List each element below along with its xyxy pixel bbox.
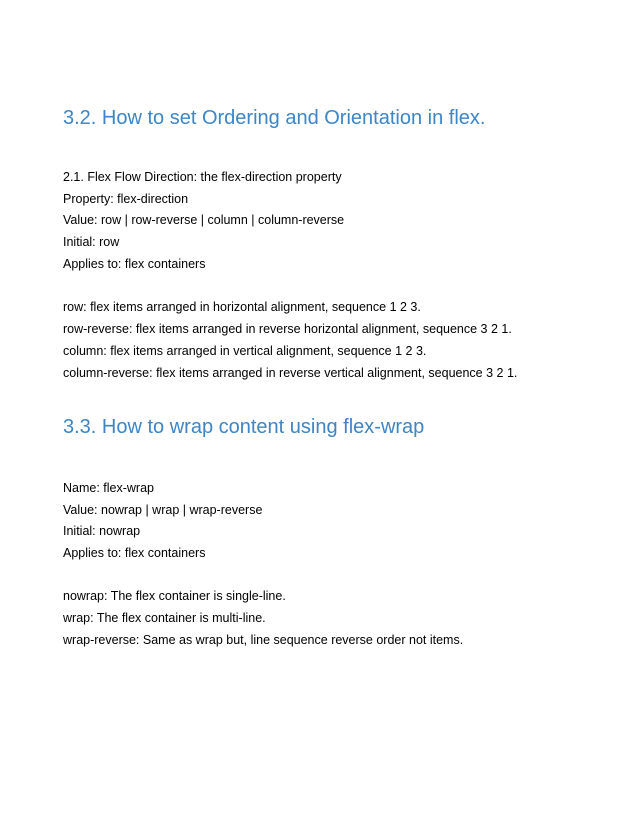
description-line: column-reverse: flex items arranged in reverse vertical alignment, sequence 3 2 1. bbox=[63, 366, 518, 380]
description-line: wrap-reverse: Same as wrap but, line sequence reverse order not items. bbox=[63, 633, 464, 647]
section-heading-flex-wrap: 3.3. How to wrap content using flex-wrap bbox=[63, 416, 425, 438]
description-line: wrap: The flex container is multi-line. bbox=[63, 611, 266, 625]
description-line: row: flex items arranged in horizontal alignment, sequence 1 2 3. bbox=[63, 300, 421, 314]
section-heading-ordering: 3.2. How to set Ordering and Orientation in flex. bbox=[63, 107, 486, 129]
description-line: nowrap: The flex container is single-line. bbox=[63, 589, 286, 603]
property-line: Applies to: flex containers bbox=[63, 546, 206, 560]
description-line: row-reverse: flex items arranged in reverse horizontal alignment, sequence 3 2 1. bbox=[63, 322, 512, 336]
property-line: Applies to: flex containers bbox=[63, 257, 206, 271]
property-line: Value: nowrap | wrap | wrap-reverse bbox=[63, 503, 263, 517]
property-line: Initial: nowrap bbox=[63, 524, 141, 538]
property-line: Property: flex-direction bbox=[63, 192, 189, 206]
property-line: 2.1. Flex Flow Direction: the flex-direction property bbox=[63, 170, 342, 184]
property-line: Initial: row bbox=[63, 235, 120, 249]
description-line: column: flex items arranged in vertical alignment, sequence 1 2 3. bbox=[63, 344, 427, 358]
property-line: Name: flex-wrap bbox=[63, 481, 154, 495]
property-line: Value: row | row-reverse | column | column-reverse bbox=[63, 213, 345, 227]
